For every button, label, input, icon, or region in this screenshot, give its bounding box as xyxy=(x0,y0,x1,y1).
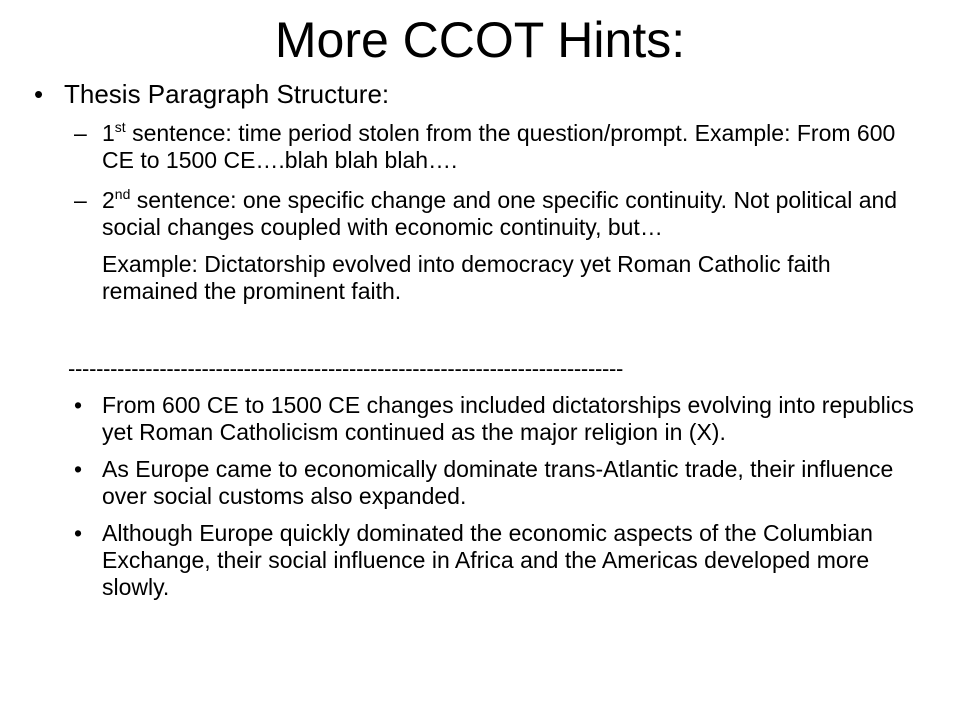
bullet-icon: • xyxy=(74,392,83,418)
bullet-icon: • xyxy=(74,520,83,546)
example-bullet-2 xyxy=(74,456,914,510)
example-bullet-1 xyxy=(74,392,914,446)
bullet-icon: • xyxy=(34,79,44,109)
dash-icon: – xyxy=(74,187,87,213)
second-sentence-text: 2nd sentence: one specific change and one specific continuity. Not political and social changes coupled with economic continuity, but… xyxy=(102,186,898,240)
divider-line: ------------------------------------------------------------------------------- xyxy=(68,356,624,381)
bullet-heading: Thesis Paragraph Structure: xyxy=(64,79,390,109)
slide-title: More CCOT Hints: xyxy=(274,12,686,68)
bullet-icon: • xyxy=(74,456,83,482)
second-sentence-example: Example: Dictatorship evolved into democracy yet Roman Catholic faith remained the prominent faith. xyxy=(102,251,831,304)
sub-bullet-second-sentence xyxy=(74,187,904,305)
example-text: As Europe came to economically dominate trans-Atlantic trade, their influence over social customs also expanded. xyxy=(102,456,894,509)
dash-icon: – xyxy=(74,120,87,146)
sub-bullet-first-sentence xyxy=(74,120,904,174)
example-bullet-3 xyxy=(74,520,914,601)
example-text: Although Europe quickly dominated the economic aspects of the Columbian Exchange, their social influence in Africa and the Americas developed more slowly. xyxy=(102,520,873,600)
example-bullets xyxy=(74,392,914,601)
example-text: From 600 CE to 1500 CE changes included dictatorships evolving into republics yet Roman Catholicism continued as the major religion in (X). xyxy=(102,392,914,445)
bullet-thesis-structure xyxy=(34,79,934,109)
first-sentence-text: 1st sentence: time period stolen from the question/prompt. Example: From 600 CE to 1500 CE….blah blah blah…. xyxy=(102,119,896,173)
